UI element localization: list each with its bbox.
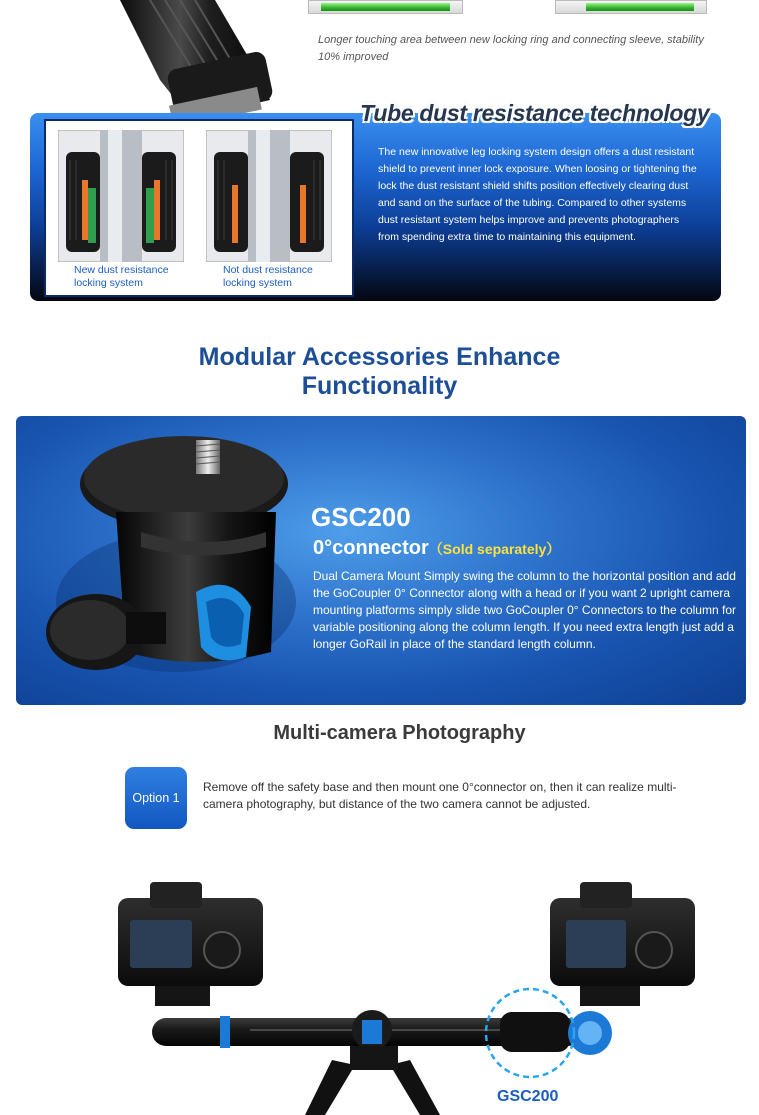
gsc200-connector-image bbox=[46, 422, 306, 684]
gsc200-callout-label: GSC200 bbox=[497, 1088, 559, 1105]
dust-section-title: Tube dust resistance technology bbox=[360, 100, 710, 126]
sold-separately-note: （Sold separately） bbox=[428, 541, 561, 557]
locking-ring-caption: Longer touching area between new locking ring and connecting sleeve, stability 10% improved bbox=[318, 34, 704, 63]
modular-heading bbox=[0, 343, 759, 401]
option-1-description: Remove off the safety base and then mount one 0°connector on, then it can realize multi-camera photography, but distance of the two camera cannot be adjusted. bbox=[203, 780, 677, 811]
modular-heading-line1: Modular Accessories Enhance bbox=[198, 343, 561, 371]
gsc200-model: GSC200 bbox=[311, 502, 411, 532]
gauge-image-right bbox=[555, 0, 707, 14]
dust-description: The new innovative leg locking system design offers a dust resistant shield to prevent inner lock exposure. When loosing or tightening the lock the dust resistant shield shifts position effectively clearing dust and sand on the surface of the tubing. Compared to other systems dust resistant system helps improve and prevents photographers from spending extra time to maintaining this equipment. bbox=[378, 146, 697, 243]
top-section bbox=[0, 0, 759, 110]
multi-camera-rig-image bbox=[100, 870, 720, 1115]
not-locking-system-image bbox=[206, 130, 332, 262]
connector-type: 0°connector bbox=[313, 537, 429, 559]
modular-heading-line2: Functionality bbox=[301, 372, 458, 400]
new-system-label: New dust resistance locking system bbox=[74, 264, 169, 289]
multi-camera-heading: Multi-camera Photography bbox=[273, 722, 526, 744]
gsc200-description: Dual Camera Mount Simply swing the column to the horizontal position and add the GoCoupler 0° Connector along with a head or if you want 2 upright camera mounting platforms simply slide two GoCoupler 0° Connectors to the column for variable positioning along the column length. If you need extra length just add a longer GoRail in place of the standard length column. bbox=[313, 569, 736, 651]
new-locking-system-image bbox=[58, 130, 184, 262]
tripod-leg-image bbox=[120, 0, 280, 118]
not-system-label: Not dust resistance locking system bbox=[223, 264, 313, 289]
gauge-image-left bbox=[308, 0, 463, 14]
option-1-badge: Option 1 bbox=[125, 767, 187, 829]
connector-subtitle bbox=[313, 537, 560, 560]
